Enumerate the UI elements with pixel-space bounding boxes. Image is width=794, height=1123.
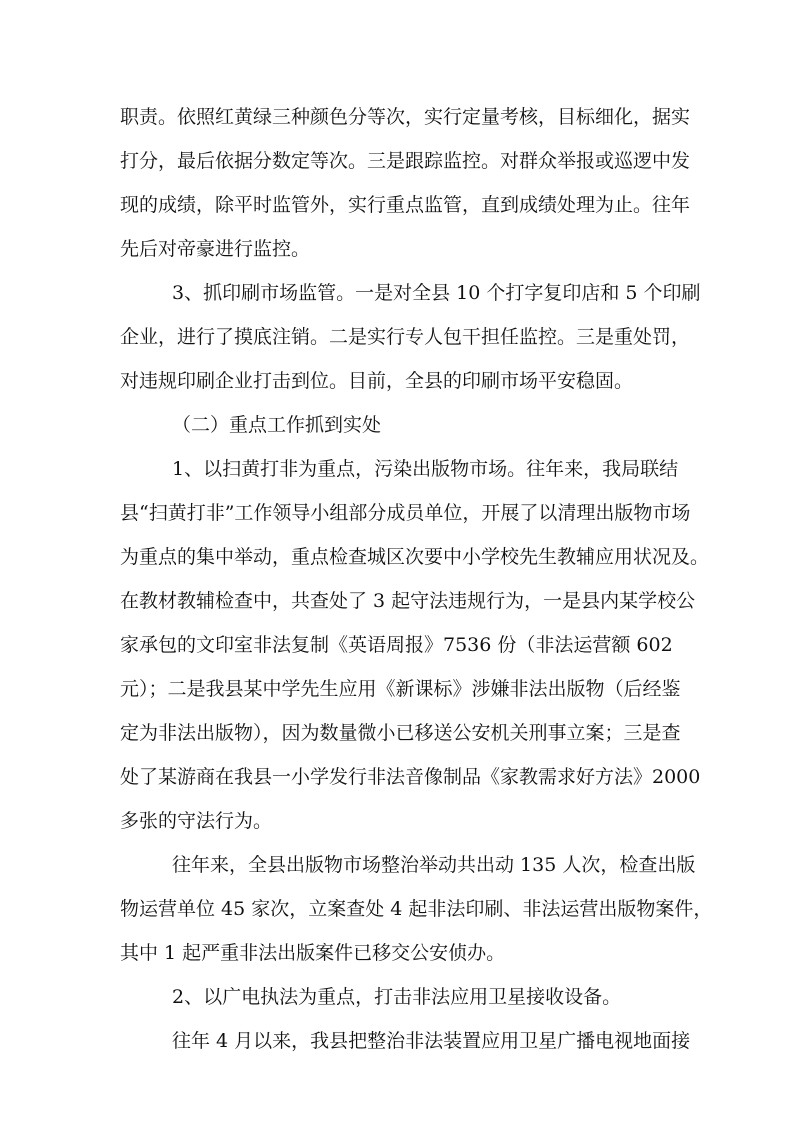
- text-line: 3、抓印刷市场监管。一是对全县 10 个打字复印店和 5 个印刷: [172, 282, 701, 304]
- text-line: 往年 4 月以来，我县把整治非法装置应用卫星广播电视地面接: [172, 1030, 691, 1052]
- text-line: 1、以扫黄打非为重点，污染出版物市场。往年来，我局联结: [172, 458, 679, 480]
- text-line: 2、以广电执法为重点，打击非法应用卫星接收设备。: [172, 986, 622, 1008]
- text-line: 定为非法出版物），因为数量微小已移送公安机关刑事立案；三是查: [120, 722, 681, 744]
- section-heading: （二）重点工作抓到实处: [172, 414, 382, 436]
- text-line: 往年来，全县出版物市场整治举动共出动 135 人次，检查出版: [172, 854, 696, 876]
- text-line: 在教材教辅检查中，共查处了 3 起守法违规行为，一是县内某学校公: [120, 590, 696, 612]
- text-line: 打分，最后依据分数定等次。三是跟踪监控。对群众举报或巡逻中发: [120, 150, 691, 172]
- text-line: 县“扫黄打非”工作领导小组部分成员单位，开展了以清理出版物市场: [120, 502, 691, 524]
- text-line: 物运营单位 45 家次，立案查处 4 起非法印刷、非法运营出版物案件，: [120, 898, 713, 920]
- text-line: 为重点的集中举动，重点检查城区次要中小学校先生教辅应用状况及。: [120, 546, 710, 568]
- text-line: 对违规印刷企业打击到位。目前，全县的印刷市场平安稳固。: [120, 370, 634, 392]
- text-line: 元）；二是我县某中学先生应用《新课标》涉嫌非法出版物（后经鉴: [120, 678, 681, 700]
- text-line: 先后对帝豪进行监控。: [120, 238, 311, 260]
- text-line: 其中 1 起严重非法出版案件已移交公安侦办。: [120, 942, 506, 964]
- text-line: 家承包的文印室非法复制《英语周报》7536 份（非法运营额 602: [120, 634, 673, 656]
- text-line: 企业，进行了摸底注销。二是实行专人包干担任监控。三是重处罚，: [120, 326, 691, 348]
- text-line: 职责。依照红黄绿三种颜色分等次，实行定量考核，目标细化，据实: [120, 106, 691, 128]
- text-line: 多张的守法行为。: [120, 810, 273, 832]
- text-line: 现的成绩，除平时监管外，实行重点监管，直到成绩处理为止。往年: [120, 194, 691, 216]
- text-line: 处了某游商在我县一小学发行非法音像制品《家教需求好方法》2000: [120, 766, 701, 788]
